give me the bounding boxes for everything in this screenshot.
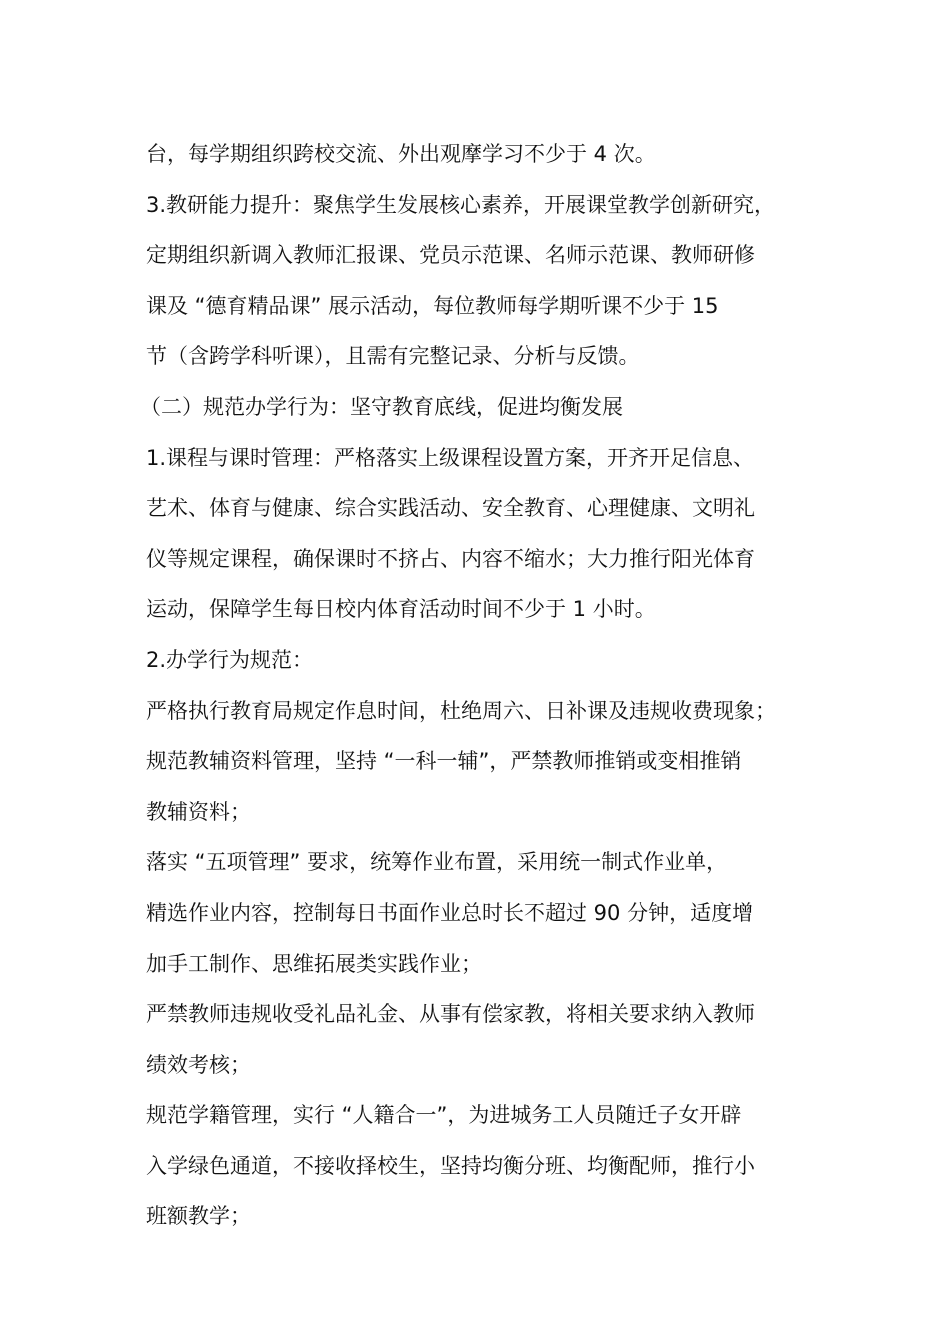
text-line: 仪等规定课程，确保课时不挤占、内容不缩水；大力推行阳光体育 <box>146 546 755 571</box>
text-line: 落实 “五项管理” 要求，统筹作业布置，采用统一制式作业单， <box>146 850 728 875</box>
text-line: 课及 “德育精品课” 展示活动，每位教师每学期听课不少于 15 <box>146 293 719 318</box>
text-line: 精选作业内容，控制每日书面作业总时长不超过 90 分钟，适度增 <box>146 900 754 925</box>
text-line: 艺术、体育与健康、综合实践活动、安全教育、心理健康、文明礼 <box>146 496 755 521</box>
text-line: 严格执行教育局规定作息时间，杜绝周六、日补课及违规收费现象； <box>146 698 776 723</box>
text-line: 绩效考核； <box>146 1052 251 1077</box>
text-line: 运动，保障学生每日校内体育活动时间不少于 1 小时。 <box>146 597 656 622</box>
text-line: 规范教辅资料管理，坚持 “一科一辅”，严禁教师推销或变相推销 <box>146 749 742 774</box>
text-line: 班额教学； <box>146 1204 251 1229</box>
document-body <box>140 129 826 1242</box>
section-heading: （二）规范办学行为：坚守教育底线，促进均衡发展 <box>140 394 623 419</box>
text-line: 严禁教师违规收受礼品礼金、从事有偿家教，将相关要求纳入教师 <box>146 1002 755 1027</box>
text-line: 教辅资料； <box>146 799 251 824</box>
text-line: 台，每学期组织跨校交流、外出观摩学习不少于 4 次。 <box>146 142 656 166</box>
text-line: 入学绿色通道，不接收择校生，坚持均衡分班、均衡配师，推行小 <box>146 1153 755 1178</box>
text-line: 节（含跨学科听课），且需有完整记录、分析与反馈。 <box>146 344 640 369</box>
text-line: 定期组织新调入教师汇报课、党员示范课、名师示范课、教师研修 <box>146 243 755 268</box>
text-line: 1.课程与课时管理：严格落实上级课程设置方案，开齐开足信息、 <box>146 445 755 470</box>
text-line: 2.办学行为规范： <box>146 647 314 672</box>
text-line: 加手工制作、思维拓展类实践作业； <box>146 951 482 976</box>
text-line: 3.教研能力提升：聚焦学生发展核心素养，开展课堂教学创新研究， <box>146 192 776 217</box>
text-line: 规范学籍管理，实行 “人籍合一”，为进城务工人员随迁子女开辟 <box>146 1103 742 1128</box>
